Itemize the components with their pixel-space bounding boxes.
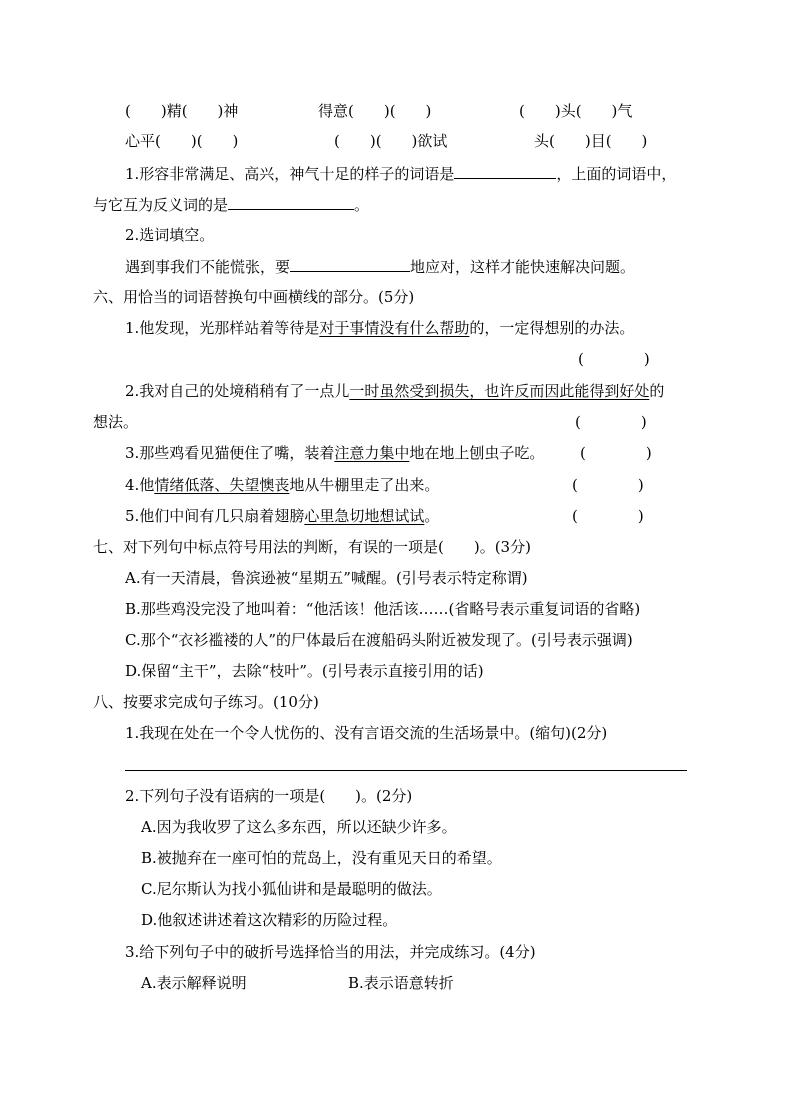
underlined-phrase: 对于事情没有什么帮助 [319,319,470,337]
idiom-blank-2: 得意( )( ) [318,102,432,120]
idiom-blank-6: 头( )目( ) [534,132,648,150]
section-8-question-3: 3.给下列句子中的破折号选择恰当的用法，并完成练习。(4分) [125,943,536,961]
answer-blank[interactable] [290,256,410,272]
idiom-blank-3: ( )头( )气 [519,102,633,120]
underlined-phrase: 情绪低落、失望懊丧 [154,476,290,494]
section-8-q3-option-a: A.表示解释说明 [141,974,247,992]
section-6-item-2: 2.我对自己的处境稍稍有了一点儿一时虽然受到损失，也许反而因此能得到好处的 [125,382,665,400]
answer-line[interactable] [125,770,687,771]
section-8-q2-option-c: C.尼尔斯认为找小狐仙讲和是最聪明的做法。 [141,880,442,898]
section-6-title: 六、用恰当的词语替换句中画横线的部分。(5分) [93,288,415,306]
section-6-item-2-cont: 想法。 [93,413,139,431]
answer-blank[interactable] [228,194,354,210]
section-7-option-b: B.那些鸡没完没了地叫着：“他活该！他活该……(省略号表示重复词语的省略) [125,600,641,618]
section-7-title: 七、对下列句中标点符号用法的判断，有误的一项是( )。(3分) [93,538,531,556]
section-8-title: 八、按要求完成句子练习。(10分) [93,693,319,711]
section-8-q2-option-d: D.他叙述讲述着这次精彩的历险过程。 [141,911,398,929]
underlined-phrase: 心里急切地想试试 [304,507,425,525]
underlined-phrase: 一时虽然受到损失，也许反而因此能得到好处 [349,382,650,400]
section-6-item-5: 5.他们中间有几只扇着翅膀心里急切地想试试。 [125,507,440,525]
section-7-option-a: A.有一天清晨，鲁滨逊被“星期五”喊醒。(引号表示特定称谓) [125,569,528,587]
section-8-question-2: 2.下列句子没有语病的一项是( )。(2分) [125,787,413,805]
question-1-line-2: 与它互为反义词的是 。 [93,196,370,214]
section-6-item-1: 1.他发现，光那样站着等待是对于事情没有什么帮助的，一定得想别的办法。 [125,319,635,337]
underlined-phrase: 注意力集中 [334,444,410,462]
question-1-line-1: 1.形容非常满足、高兴，神气十足的样子的词语是 ，上面的词语中， [125,165,677,183]
section-7-option-c: C.那个“衣衫褴褛的人”的尸体最后在渡船码头附近被发现了。(引号表示强调) [125,631,633,649]
answer-paren[interactable]: ( ) [580,444,652,462]
section-8-q2-option-a: A.因为我收罗了这么多东西，所以还缺少许多。 [141,818,457,836]
question-2-title: 2.选词填空。 [125,226,215,244]
answer-paren[interactable]: ( ) [572,507,644,525]
answer-paren[interactable]: ( ) [575,413,647,431]
idiom-blank-5: ( )( )欲试 [334,132,448,150]
idiom-blank-1: ( )精( )神 [125,102,239,120]
answer-blank[interactable] [454,163,556,179]
idiom-blank-4: 心平( )( ) [125,132,239,150]
section-7-option-d: D.保留“主干”，去除“枝叶”。(引号表示直接引用的话) [125,662,484,680]
question-2-sentence: 遇到事我们不能慌张，要 地应对，这样才能快速解决问题。 [125,258,636,276]
answer-paren[interactable]: ( ) [572,476,644,494]
section-6-item-3: 3.那些鸡看见猫便住了嘴，装着注意力集中地在地上刨虫子吃。 [125,444,545,462]
section-8-q2-option-b: B.被抛弃在一座可怕的荒岛上，没有重见天日的希望。 [141,849,502,867]
section-6-item-4: 4.他情绪低落、失望懊丧地从牛棚里走了出来。 [125,476,440,494]
section-8-question-1: 1.我现在处在一个令人忧伤的、没有言语交流的生活场景中。(缩句)(2分) [125,724,608,742]
answer-paren[interactable]: ( ) [578,350,650,368]
section-8-q3-option-b: B.表示语意转折 [348,974,454,992]
